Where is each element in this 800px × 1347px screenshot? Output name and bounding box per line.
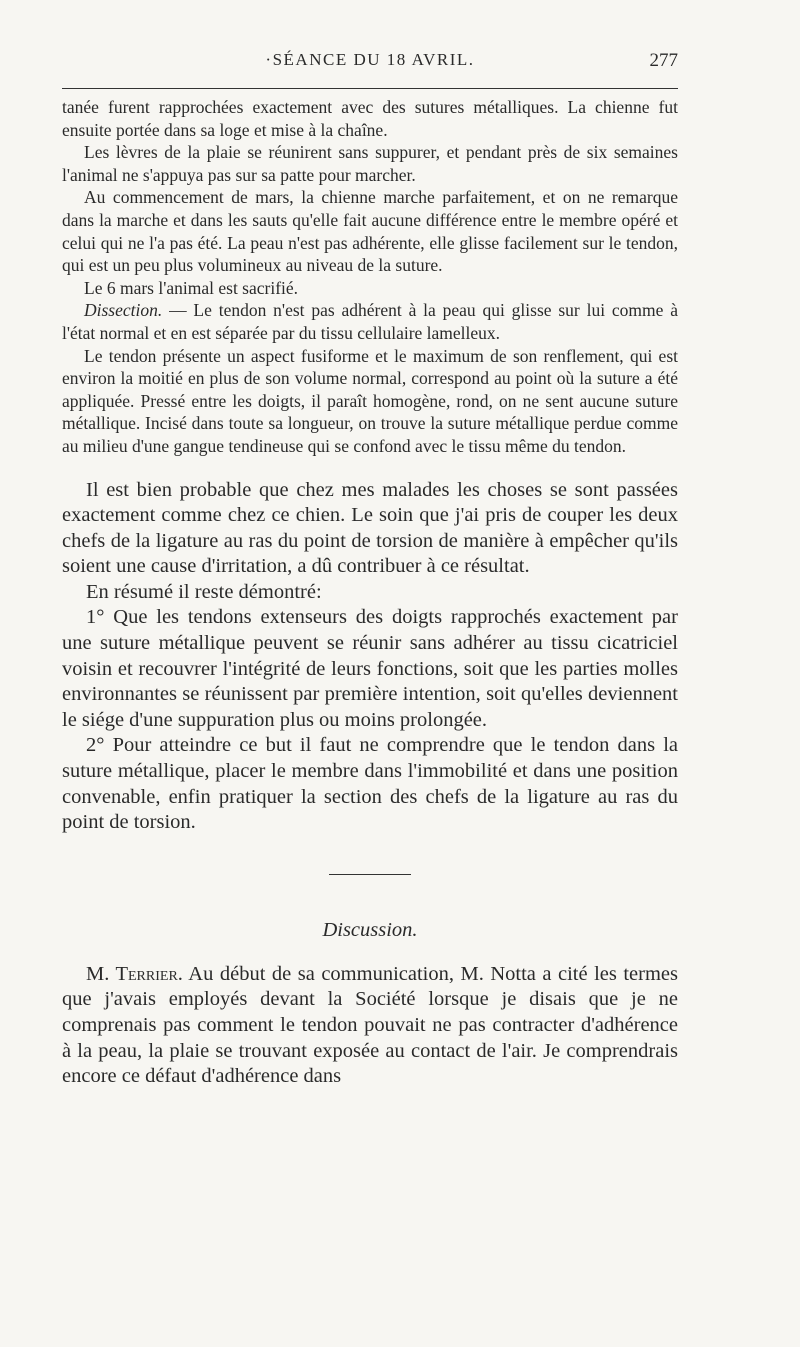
discussion-paragraph xyxy=(62,962,678,1090)
paragraph: tanée furent rapprochées exactement avec des sutures métalliques. La chienne fut ensuite portée dans sa loge et mise à la chaîne. xyxy=(62,97,678,140)
dissection-lead: Dissection. xyxy=(84,300,163,321)
main-text-section xyxy=(62,478,678,836)
paragraph: Au commencement de mars, la chienne marche parfaitement, et on ne remarque dans la marche et dans les sauts qu'elle fait aucune différence entre le membre opéré et celui qui ne l'a pas été. La peau n'est pas adhérente, elle glisse facilement sur le tendon, qui est un peu plus volumineux au niveau de la suture. xyxy=(62,187,678,276)
running-head xyxy=(62,50,678,76)
conclusion-item: 1° Que les tendons extenseurs des doigts rapprochés exactement par une suture métallique peuvent se réunir sans adhérer au tissu cicatriciel voisin et recouvrer l'intégrité de leurs fonctions, soit que les parties molles environnantes se réunissent par première intention, soit qu'elles deviennent le siége d'une suppuration plus ou moins prolongée. xyxy=(62,606,678,731)
paragraph: En résumé il reste démontré: xyxy=(86,580,322,603)
small-print-section xyxy=(62,96,678,458)
conclusion-item: 2° Pour atteindre ce but il faut ne comprendre que le tendon dans la suture métallique, placer le membre dans l'immobilité et dans une position convenable, enfin pratiquer la section des chefs de la ligature au ras du point de torsion. xyxy=(62,734,678,834)
body-text xyxy=(62,96,678,1090)
speaker-name: M. Terrier. xyxy=(86,962,183,985)
header-rule xyxy=(62,88,678,89)
paragraph: Le tendon présente un aspect fusiforme et le maximum de son renflement, qui est environ la moitié en plus de son volume normal, correspond au point où la suture a été appliquée. Pressé entre les doigts, il paraît homogène, rond, on ne sent aucune suture métallique. Incisé dans toute sa longueur, on trouve la suture métallique perdue comme au milieu d'une gangue tendineuse qui se confond avec le tissu même du tendon. xyxy=(62,345,678,456)
running-title: ·SÉANCE DU 18 AVRIL. xyxy=(265,50,475,69)
section-separator xyxy=(329,874,411,875)
discussion-section xyxy=(62,962,678,1090)
discussion-text: Au début de sa communication, M. Notta a cité les termes que j'avais employés devant la Société lorsque je disais que je ne comprenais pas comment le tendon pouvait ne pas contracter d'adhérence à la peau, la plaie se trouvant exposée au contact de l'air. Je comprendrais encore ce défaut d'adhérence dans xyxy=(62,962,678,1088)
paragraph: Le 6 mars l'animal est sacrifié. xyxy=(84,277,299,298)
page-number: 277 xyxy=(649,50,678,71)
dissection-paragraph xyxy=(62,299,678,344)
discussion-heading: Discussion. xyxy=(322,918,418,941)
paragraph: Il est bien probable que chez mes malades les choses se sont passées exactement comme chez ce chien. Le soin que j'ai pris de couper les deux chefs de la ligature au ras du point de torsion de manière à empêcher qu'ils soient une cause d'irritation, a dû contribuer à ce résultat. xyxy=(62,478,678,578)
dissection-text: — Le tendon n'est pas adhérent à la peau qui glisse sur lui comme à l'état normal et en est séparée par du tissu cellulaire lamelleux. xyxy=(62,300,678,343)
paragraph: Les lèvres de la plaie se réunirent sans suppurer, et pendant près de six semaines l'animal ne s'appuya pas sur sa patte pour marcher. xyxy=(62,142,678,185)
